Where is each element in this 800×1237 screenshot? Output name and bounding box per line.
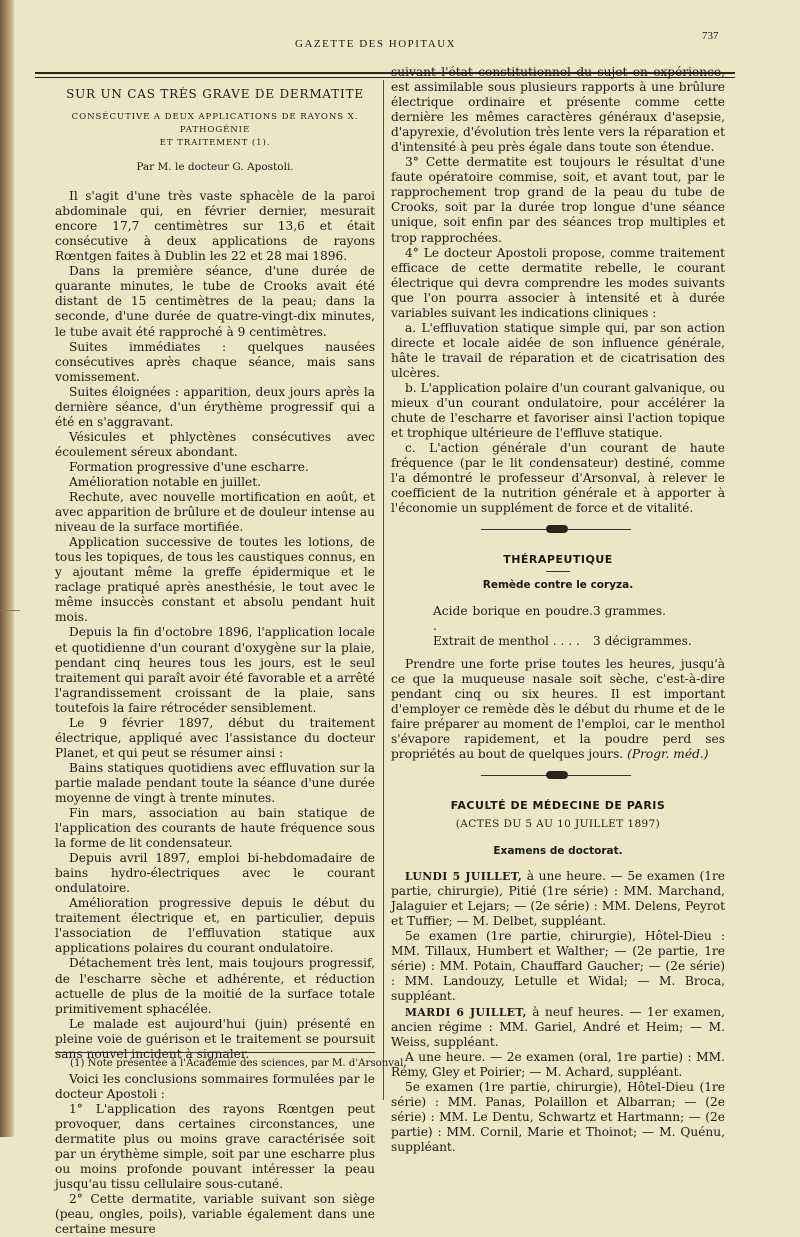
paragraph: Application successive de toutes les lotions, de tous les topiques, de tous les caustiques connus, en y ajoutant même la greffe épidermique et le raclage pratiqué après anesthésie, le tout avec le même insuccès constant et absolu pendant huit mois. <box>55 535 375 625</box>
footnote: (1) Note présentée à l'Académie des sciences, par M. d'Arsonval. <box>70 1058 407 1069</box>
recipe-ingredient: Acide borique en poudre. . <box>433 603 593 633</box>
page-number: 737 <box>702 30 719 42</box>
article-title: SUR UN CAS TRÈS GRAVE DE DERMATITE <box>66 87 364 101</box>
recipe-source: (Progr. méd.) <box>627 746 709 761</box>
paragraph: Fin mars, association au bain statique de l'application des courants de haute fréquence sous la forme de lit condensateur. <box>55 806 375 851</box>
paragraph: Depuis avril 1897, emploi bi-hebdomadaire de bains hydro-électriques avec le courant ondulatoire. <box>55 851 375 896</box>
examens-heading: Examens de doctorat. <box>493 845 623 858</box>
paragraph: Vésicules et phlyctènes consécutives avec écoulement séreux abondant. <box>55 429 375 459</box>
article-subtitle-line-2: ET TRAITEMENT (1). <box>159 138 271 149</box>
section-ornament <box>391 768 725 784</box>
treatment-item-a: a. L'effluvation statique simple qui, par son action directe et locale aidée de son influence générale, hâte le travail de réparation et de cicatrisation des ulcères. <box>391 320 725 380</box>
paragraph: Il s'agit d'une très vaste sphacèle de la paroi abdominale qui, en février dernier, mesurait encore 17,7 centimètres sur 13,6 et était consécutive à deux applications de rayons Rœntgen faites à Dublin les 22 et 28 mai 1896. <box>55 189 375 264</box>
conclusion-2-continuation: suivant l'état constitutionnel du sujet en expérience, est assimilable sous plusieurs rapports à une brûlure électrique ordinaire et présente comme cette dernière les mêmes caractères généraux d'asepsie, d'apyrexie, d'évolution très lente vers la réparation et d'intensité à peu près égale dans toute son étendue. <box>391 65 725 155</box>
article-subtitle <box>55 111 375 150</box>
paragraph: Formation progressive d'une escharre. <box>69 459 309 474</box>
page-binding-edge <box>0 0 14 1137</box>
heading-underline <box>546 571 570 572</box>
footnote-rule <box>55 1052 375 1053</box>
therapeutique-heading: THÉRAPEUTIQUE <box>503 553 613 567</box>
paragraph: Bains statiques quotidiens avec effluvation sur la partie malade pendant toute la séance d'une durée moyenne de vingt à trente minutes. <box>55 760 375 805</box>
treatment-item-c: c. L'action générale d'un courant de haute fréquence (par le lit condensateur) destiné, comme l'a démontré le professeur d'Arsonval, à relever le coefficient de la nutrition générale et à apporter à l'économie un supplément de force et de vitalité. <box>391 441 725 516</box>
conclusions-intro: Voici les conclusions sommaires formulées par le docteur Apostoli : <box>55 1071 375 1101</box>
exam-day-label: MARDI 6 JUILLET, <box>405 1005 527 1019</box>
article-author: Par M. le docteur G. Apostoli. <box>136 161 294 174</box>
conclusion-2-start: 2° Cette dermatite, variable suivant son siège (peau, ongles, poils), variable également dans une certaine mesure <box>55 1192 375 1237</box>
column-divider <box>383 80 384 1100</box>
right-column <box>391 65 725 1155</box>
paragraph: Suites éloignées : apparition, deux jours après la dernière séance, d'un érythème progressif qui a été en s'aggravant. <box>55 384 375 429</box>
exam-day-label: LUNDI 5 JUILLET, <box>405 870 523 884</box>
recipe-row <box>391 634 725 649</box>
conclusion-3: 3° Cette dermatite est toujours le résultat d'une faute opératoire commise, soit, et avant tout, par le rapprochement trop grand de la peau du tube de Crooks, soit par la durée trop longue d'une séance unique, soit enfin par des séances trop multiples et trop rapprochées. <box>391 155 725 245</box>
paragraph: Dans la première séance, d'une durée de quarante minutes, le tube de Crooks avait été distant de 15 centimètres de la peau; dans la seconde, d'une durée de quatre-vingt-dix minutes, le tube avait été rapproché à 9 centimètres. <box>55 264 375 339</box>
paragraph: Le malade est aujourd'hui (juin) présenté en pleine voie de guérison et le traitement se poursuit sans nouvel incident à signaler. <box>55 1016 375 1061</box>
paragraph: Suites immédiates : quelques nausées consécutives après chaque séance, mais sans vomissement. <box>55 339 375 384</box>
running-header-title: GAZETTE DES HOPITAUX <box>295 38 457 50</box>
recipe-ingredient: Extrait de menthol . . . . <box>433 633 580 648</box>
paragraph: Détachement très lent, mais toujours progressif, de l'escharre sèche et adhérente, et réduction actuelle de plus de la moitié de la surface totale primitivement sphacélée. <box>55 956 375 1016</box>
exam-details: à neuf heures. — 1er examen, ancien régime : MM. Gariel, André et Heim; — M. Weiss, suppléant. <box>391 1004 725 1049</box>
conclusion-1: 1° L'application des rayons Rœntgen peut provoquer, dans certaines circonstances, une dermatite plus ou moins grave caractérisée soit par un érythème simple, soit par une escharre plus ou moins profonde pouvant intéresser la peau jusqu'au tissu cellulaire sous-cutané. <box>55 1101 375 1192</box>
section-ornament <box>391 522 725 538</box>
exam-entry: 5e examen (1re partie, chirurgie), Hôtel-Dieu (1re série) : MM. Panas, Polaillon et Albarran; — (2e série) : MM. Le Dentu, Schwartz et Hartmann; — (2e partie) : MM. Cornil, Marie et Thoinot; — M. Quénu, suppléant. <box>391 1079 725 1154</box>
article-subtitle-line-1: CONSÉCUTIVE A DEUX APPLICATIONS DE RAYONS X. PATHOGÉNIE <box>71 112 359 136</box>
exam-entry: 5e examen (1re partie, chirurgie), Hôtel-Dieu : MM. Tillaux, Humbert et Walther; — (2e partie, 1re série) : MM. Potain, Chauffard Gaucher; — (2e série) : MM. Landouzy, Letulle et Widal; — M. Broca, suppléant. <box>391 929 725 1004</box>
recipe-text: Prendre une forte prise toutes les heures, jusqu'à ce que la muqueuse nasale soit sèche, c'est-à-dire pendant cinq ou six heures. Il est important d'employer ce remède dès le début du rhume et de le faire préparer au moment de l'emploi, car le menthol s'évapore rapidement, et la poudre perd ses propriétés au bout de quelques jours. <box>391 656 725 761</box>
recipe-quantity: 3 grammes. <box>593 603 666 618</box>
remede-heading: Remède contre le coryza. <box>482 579 634 592</box>
margin-fold-mark <box>0 610 20 623</box>
exam-entry-mardi <box>391 1005 725 1050</box>
paragraph: Le 9 février 1897, début du traitement électrique, appliqué avec l'assistance du docteur Planet, et qui peut se résumer ainsi : <box>55 715 375 760</box>
recipe-instructions <box>391 657 725 762</box>
paragraph: Depuis la fin d'octobre 1896, l'application locale et quotidienne d'un courant d'oxygène sur la plaie, pendant cinq heures tous les jours, est le seul traitement qui paraît avoir été favorable et a arrêté l'agrandissement croissant de la plaie, sans toutefois la faire rétrocéder sensiblement. <box>55 625 375 715</box>
faculte-heading: FACULTÉ DE MÉDECINE DE PARIS <box>450 798 666 812</box>
exam-entry-lundi <box>391 869 725 929</box>
treatment-item-b: b. L'application polaire d'un courant galvanique, ou mieux d'un courant ondulatoire, pour accélérer la chute de l'escharre et favoriser ainsi l'action topique et trophique ultérieure de l'effluve statique. <box>391 380 725 441</box>
paragraph: Amélioration progressive depuis le début du traitement électrique et, en particulier, depuis l'association de l'effluvation statique aux applications polaires du courant ondulatoire. <box>55 896 375 956</box>
recipe-row <box>391 604 725 634</box>
recipe-quantity: 3 décigrammes. <box>593 633 692 648</box>
recipe <box>391 604 725 649</box>
conclusion-4: 4° Le docteur Apostoli propose, comme traitement efficace de cette dermatite rebelle, le courant électrique qui devra comprendre les modes suivants que l'on pourra associer à intensité et à durée variables suivant les indications cliniques : <box>391 245 725 320</box>
exam-details: à une heure. — 5e examen (1re partie, chirurgie), Pitié (1re série) : MM. Marchand, Jalaguier et Lejars; — (2e série) : MM. Delens, Peyrot et Tuffier; — M. Delbet, suppléant. <box>391 869 725 929</box>
exam-entry: A une heure. — 2e examen (oral, 1re partie) : MM. Rémy, Gley et Poirier; — M. Achard, suppléant. <box>391 1049 725 1079</box>
paragraph: Rechute, avec nouvelle mortification en août, et avec apparition de brûlure et de douleur intense au niveau de la surface mortifiée. <box>55 490 375 535</box>
faculte-dates: (ACTES DU 5 AU 10 JUILLET 1897) <box>455 818 661 831</box>
paragraph: Amélioration notable en juillet. <box>69 474 262 489</box>
